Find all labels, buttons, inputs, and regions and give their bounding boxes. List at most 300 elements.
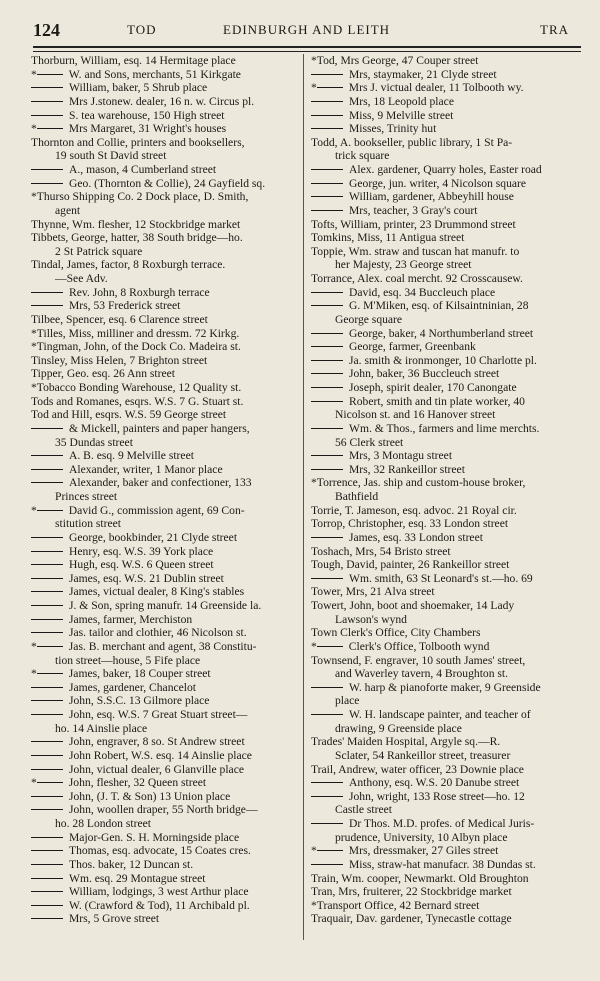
ditto-dash (311, 455, 343, 456)
entry-text: Tibbets, George, hatter, 38 South bridge—ho. (31, 231, 243, 245)
entry-text: John, woollen draper, 55 North bridge— (69, 803, 258, 817)
directory-entry (31, 517, 303, 531)
ditto-dash (37, 782, 63, 783)
header-left-word: TOD (127, 22, 157, 37)
directory-entry (311, 763, 583, 777)
entry-text: Thos. baker, 12 Duncan st. (69, 857, 194, 871)
ditto-dash (311, 292, 343, 293)
entry-text: Tower, Mrs, 21 Alva street (311, 585, 435, 599)
ditto-dash (31, 428, 63, 429)
directory-entry (311, 667, 583, 681)
entry-text: James, esq. W.S. 21 Dublin street (69, 571, 224, 585)
entry-text: Thornton and Collie, printers and booksellers, (31, 135, 245, 149)
directory-entry (311, 286, 583, 300)
entry-text: John, victual dealer, 6 Glanville place (69, 762, 244, 776)
directory-entry (31, 272, 303, 286)
directory-entry (31, 899, 303, 913)
entry-text: Mrs, 3 Montagu street (349, 449, 453, 463)
directory-entry (31, 872, 303, 886)
directory-entry (31, 817, 303, 831)
directory-entry (31, 95, 303, 109)
entry-text: place (335, 694, 360, 708)
directory-entry (31, 136, 303, 150)
directory-entry (31, 340, 303, 354)
ditto-dash (311, 864, 343, 865)
entry-text: Sclater, 54 Rankeillor street, treasurer (335, 748, 511, 762)
directory-entry (311, 858, 583, 872)
entry-text: John, wright, 133 Rose street—ho. 12 (349, 789, 525, 803)
ditto-dash (311, 469, 343, 470)
directory-entry (31, 722, 303, 736)
entry-text: Tods and Romanes, esqrs. W.S. 7 G. Stuart st. (31, 394, 244, 408)
entry-text: Thorburn, William, esq. 14 Hermitage place (31, 54, 236, 67)
entry-text: Jas. B. merchant and agent, 38 Constitu- (68, 639, 257, 653)
entry-text: *Thurso Shipping Co. 2 Dock place, D. Smith, (31, 190, 249, 204)
directory-entry (311, 313, 583, 327)
entry-text: David, esq. 34 Buccleuch place (349, 285, 496, 299)
directory-entry (31, 763, 303, 777)
directory-entry (31, 422, 303, 436)
entry-text: John, baker, 36 Buccleuch street (349, 367, 500, 381)
ditto-dash (317, 87, 343, 88)
entry-text: Robert, smith and tin plate worker, 40 (349, 394, 525, 408)
entry-text: *Tilles, Miss, milliner and dressm. 72 Kirkg. (31, 326, 240, 340)
entry-text: Townsend, F. engraver, 10 south James' street, (311, 653, 526, 667)
ditto-dash (31, 837, 63, 838)
asterisk-mark: * (31, 122, 37, 136)
directory-entry (31, 585, 303, 599)
directory-entry (31, 408, 303, 422)
directory-entry (31, 68, 303, 82)
ditto-dash (311, 333, 343, 334)
directory-entry (31, 204, 303, 218)
directory-entry (31, 286, 303, 300)
ditto-dash (31, 700, 63, 701)
directory-entry (311, 885, 583, 899)
entry-text: James, baker, 18 Couper street (68, 667, 211, 681)
entry-text: Mrs, staymaker, 21 Clyde street (349, 67, 497, 81)
ditto-dash (37, 646, 63, 647)
directory-entry (311, 272, 583, 286)
directory-entry (31, 327, 303, 341)
directory-entry (311, 531, 583, 545)
entry-text: Mrs, dressmaker, 27 Giles street (348, 844, 499, 858)
directory-entry (311, 422, 583, 436)
directory-entry (311, 817, 583, 831)
directory-entry (31, 258, 303, 272)
entry-text: Mrs J.stonew. dealer, 16 n. w. Circus pl. (69, 94, 255, 108)
directory-entry (311, 177, 583, 191)
entry-text: Thynne, Wm. flesher, 12 Stockbridge market (31, 217, 241, 231)
entry-text: Clerk's Office, Tolbooth wynd (348, 639, 490, 653)
entry-text: James, gardener, Chancelot (69, 680, 197, 694)
directory-entry (311, 395, 583, 409)
directory-entry (311, 681, 583, 695)
ditto-dash (31, 537, 63, 538)
entry-text: W. H. landscape painter, and teacher of (349, 708, 531, 721)
header-rule (33, 46, 581, 52)
directory-entry (311, 654, 583, 668)
entry-text: Tran, Mrs, fruiterer, 22 Stockbridge market (311, 885, 512, 899)
directory-entry (31, 81, 303, 95)
entry-text: David G., commission agent, 69 Con- (68, 503, 245, 517)
directory-entry (31, 708, 303, 722)
entry-text: William, lodgings, 3 west Arthur place (69, 885, 249, 899)
entry-text: & Mickell, painters and paper hangers, (69, 421, 250, 435)
directory-entry (31, 912, 303, 926)
directory-entry (311, 722, 583, 736)
directory-entry (31, 354, 303, 368)
directory-entry (311, 504, 583, 518)
ditto-dash (31, 864, 63, 865)
directory-entry (311, 585, 583, 599)
directory-entry (31, 122, 303, 136)
entry-text: George, farmer, Greenbank (349, 340, 476, 354)
directory-entry (31, 449, 303, 463)
directory-entry (311, 776, 583, 790)
ditto-dash (31, 183, 63, 184)
entry-text: Alex. gardener, Quarry holes, Easter road (349, 163, 542, 176)
header-right-word: TRA (540, 22, 569, 37)
directory-entry (31, 858, 303, 872)
directory-entry (311, 803, 583, 817)
directory-entry (311, 490, 583, 504)
entry-text: *Tod, Mrs George, 47 Couper street (311, 54, 479, 67)
ditto-dash (311, 115, 343, 116)
directory-entry (311, 558, 583, 572)
entry-text: prudence, University, 10 Albyn place (335, 830, 508, 844)
ditto-dash (31, 115, 63, 116)
page-header (33, 18, 581, 42)
directory-entry (31, 694, 303, 708)
entry-text: W. (Crawford & Tod), 11 Archibald pl. (69, 898, 250, 912)
entry-text: *Tingman, John, of the Dock Co. Madeira st. (31, 340, 241, 354)
directory-entry (31, 844, 303, 858)
directory-entry (31, 231, 303, 245)
ditto-dash (311, 196, 343, 197)
directory-entry (311, 613, 583, 627)
ditto-dash (317, 646, 343, 647)
entry-text: Tofts, William, printer, 23 Drummond street (311, 217, 516, 231)
entry-text: Tod and Hill, esqrs. W.S. 59 George street (31, 408, 227, 422)
ditto-dash (31, 305, 63, 306)
ditto-dash (31, 741, 63, 742)
directory-entry (31, 190, 303, 204)
directory-entry (311, 163, 583, 177)
header-title: EDINBURGH AND LEITH (223, 22, 391, 37)
ditto-dash (37, 128, 63, 129)
entry-text: Trades' Maiden Hospital, Argyle sq.—R. (311, 735, 501, 749)
entry-text: A. B. esq. 9 Melville street (69, 449, 194, 463)
page-number: 124 (33, 20, 60, 40)
entry-text: W. harp & pianoforte maker, 9 Greenside (349, 680, 541, 694)
directory-entry (31, 626, 303, 640)
directory-entry (311, 572, 583, 586)
directory-entry (31, 776, 303, 790)
directory-entry (31, 490, 303, 504)
entry-text: Joseph, spirit dealer, 170 Canongate (349, 381, 517, 394)
ditto-dash (31, 687, 63, 688)
directory-entry (31, 313, 303, 327)
entry-text: 56 Clerk street (335, 435, 404, 449)
directory-entry (31, 654, 303, 668)
asterisk-mark: * (31, 503, 37, 517)
directory-entry (311, 517, 583, 531)
ditto-dash (31, 564, 63, 565)
directory-entry (31, 163, 303, 177)
entry-text: Toppie, Wm. straw and tuscan hat manufr. to (311, 244, 520, 258)
ditto-dash (31, 632, 63, 633)
entry-text: Towert, John, boot and shoemaker, 14 Lady (311, 599, 515, 612)
entry-text: —See Adv. (55, 272, 108, 285)
entry-text: Town Clerk's Office, City Chambers (311, 626, 481, 640)
entry-text: agent (55, 203, 81, 217)
entry-text: Wm. esq. 29 Montague street (69, 871, 206, 885)
directory-entry (311, 749, 583, 763)
directory-entry (311, 436, 583, 450)
directory-entry (311, 408, 583, 422)
entry-text: Miss, straw-hat manufacr. 38 Dundas st. (349, 857, 536, 871)
entry-text: A., mason, 4 Cumberland street (69, 163, 217, 176)
entry-text: Alexander, baker and confectioner, 133 (69, 476, 252, 490)
entry-text: Tindal, James, factor, 8 Roxburgh terrace. (31, 258, 226, 272)
ditto-dash (311, 305, 343, 306)
entry-text: trick square (335, 149, 390, 163)
entry-text: George, baker, 4 Northumberland street (349, 326, 534, 340)
directory-entry (31, 790, 303, 804)
directory-entry (311, 708, 583, 722)
directory-entry (31, 545, 303, 559)
entry-text: George, bookbinder, 21 Clyde street (69, 530, 238, 544)
ditto-dash (31, 101, 63, 102)
ditto-dash (311, 210, 343, 211)
entry-text: Mrs, teacher, 3 Gray's court (349, 203, 478, 217)
entry-text: Wm. & Thos., farmers and lime merchts. (349, 421, 540, 435)
directory-entry (31, 218, 303, 232)
ditto-dash (311, 687, 343, 688)
directory-entry (31, 504, 303, 518)
asterisk-mark: * (31, 667, 37, 681)
directory-entry (311, 545, 583, 559)
entry-text: Torrie, T. Jameson, esq. advoc. 21 Royal cir. (311, 503, 517, 517)
ditto-dash (31, 169, 63, 170)
entry-text: S. tea warehouse, 150 High street (69, 108, 225, 122)
directory-entry (311, 367, 583, 381)
directory-entry (311, 844, 583, 858)
entry-text: Mrs Margaret, 31 Wright's houses (68, 122, 227, 136)
ditto-dash (31, 87, 63, 88)
entry-text: William, gardener, Abbeyhill house (349, 190, 514, 204)
ditto-dash (31, 605, 63, 606)
entry-text: Lawson's wynd (335, 612, 407, 626)
right-column (311, 54, 583, 926)
ditto-dash (31, 714, 63, 715)
ditto-dash (31, 918, 63, 919)
directory-entry (311, 735, 583, 749)
ditto-dash (311, 714, 343, 715)
directory-entry (311, 354, 583, 368)
entry-text: John Robert, W.S. esq. 14 Ainslie place (69, 748, 252, 762)
ditto-dash (31, 578, 63, 579)
entry-text: Rev. John, 8 Roxburgh terrace (69, 285, 210, 299)
directory-entry (31, 109, 303, 123)
entry-text: *Transport Office, 42 Bernard street (311, 898, 480, 912)
directory-entry (31, 599, 303, 613)
ditto-dash (311, 578, 343, 579)
ditto-dash (311, 796, 343, 797)
asterisk-mark: * (311, 81, 317, 95)
directory-entry (31, 531, 303, 545)
entry-text: 35 Dundas street (55, 435, 133, 449)
ditto-dash (31, 455, 63, 456)
entry-text: Mrs, 32 Rankeillor street (349, 462, 465, 476)
directory-entry (311, 340, 583, 354)
entry-text: Princes street (55, 490, 118, 503)
directory-entry (31, 640, 303, 654)
directory-entry (311, 149, 583, 163)
entry-text: John, engraver, 8 so. St Andrew street (69, 735, 245, 749)
entry-text: Thomas, esq. advocate, 15 Coates cres. (69, 844, 251, 858)
ditto-dash (311, 360, 343, 361)
entry-text: 2 St Patrick square (55, 244, 143, 258)
entry-text: Mrs, 5 Grove street (69, 912, 160, 926)
directory-entry (31, 149, 303, 163)
ditto-dash (311, 128, 343, 129)
entry-text: Ja. smith & ironmonger, 10 Charlotte pl. (349, 353, 537, 367)
asterisk-mark: * (31, 776, 37, 790)
entry-text: Tough, David, painter, 26 Rankeillor street (311, 558, 510, 572)
directory-entry (31, 395, 303, 409)
ditto-dash (31, 878, 63, 879)
directory-entry (311, 122, 583, 136)
directory-entry (311, 899, 583, 913)
directory-entry (31, 299, 303, 313)
entry-text: Henry, esq. W.S. 39 York place (69, 544, 214, 558)
left-column (31, 54, 303, 926)
asterisk-mark: * (31, 639, 37, 653)
entry-text: Bathfield (335, 490, 379, 503)
ditto-dash (31, 619, 63, 620)
directory-entry (31, 54, 303, 68)
directory-entry (31, 613, 303, 627)
directory-entry (311, 599, 583, 613)
directory-entry (31, 367, 303, 381)
directory-entry (31, 558, 303, 572)
entry-text: tion street—house, 5 Fife place (55, 653, 201, 667)
directory-entry (311, 258, 583, 272)
directory-entry (311, 299, 583, 313)
directory-entry (311, 204, 583, 218)
entry-text: John, esq. W.S. 7 Great Stuart street— (69, 708, 248, 721)
entry-text: John, S.S.C. 13 Gilmore place (69, 694, 210, 708)
entry-text: Train, Wm. cooper, Newmarkt. Old Broughton (311, 871, 529, 885)
entry-text: stitution street (55, 517, 122, 531)
entry-text: Dr Thos. M.D. profes. of Medical Juris- (349, 817, 535, 830)
ditto-dash (31, 809, 63, 810)
entry-text: Trail, Andrew, water officer, 23 Downie place (311, 762, 524, 776)
ditto-dash (31, 469, 63, 470)
ditto-dash (37, 74, 63, 75)
directory-entry (31, 572, 303, 586)
entry-text: 19 south St David street (55, 149, 167, 163)
entry-text: *Torrence, Jas. ship and custom-house broker, (311, 476, 526, 490)
directory-entry (31, 436, 303, 450)
directory-entry (311, 463, 583, 477)
directory-entry (31, 749, 303, 763)
entry-text: ho. 14 Ainslie place (55, 721, 148, 735)
ditto-dash (31, 482, 63, 483)
entry-text: and Waverley tavern, 4 Broughton st. (335, 667, 509, 681)
directory-entry (311, 327, 583, 341)
entry-text: Torrance, Alex. coal mercht. 92 Crosscausew. (311, 272, 523, 285)
asterisk-mark: * (311, 844, 317, 858)
entry-text: W. and Sons, merchants, 51 Kirkgate (68, 67, 241, 81)
directory-entry (311, 190, 583, 204)
directory-entry (311, 109, 583, 123)
directory-entry (311, 790, 583, 804)
entry-text: Tipper, Geo. esq. 26 Ann street (31, 367, 176, 381)
entry-text: Jas. tailor and clothier, 46 Nicolson st. (69, 626, 247, 640)
entry-text: Tinsley, Miss Helen, 7 Brighton street (31, 353, 208, 367)
entry-text: Castle street (335, 803, 392, 817)
directory-entry (31, 177, 303, 191)
directory-entry (31, 476, 303, 490)
directory-entry (31, 381, 303, 395)
directory-entry (31, 803, 303, 817)
entry-text: Miss, 9 Melville street (349, 108, 454, 122)
entry-text: Todd, A. bookseller, public library, 1 St Pa- (311, 135, 513, 149)
entry-text: John, (J. T. & Son) 13 Union place (69, 789, 231, 803)
ditto-dash (311, 101, 343, 102)
entry-text: William, baker, 5 Shrub place (69, 81, 208, 95)
ditto-dash (31, 796, 63, 797)
directory-entry (311, 68, 583, 82)
directory-entry (311, 136, 583, 150)
directory-entry (311, 449, 583, 463)
ditto-dash (311, 169, 343, 170)
ditto-dash (311, 782, 343, 783)
ditto-dash (311, 537, 343, 538)
directory-entry (311, 694, 583, 708)
ditto-dash (311, 74, 343, 75)
ditto-dash (311, 387, 343, 388)
ditto-dash (311, 373, 343, 374)
ditto-dash (31, 850, 63, 851)
ditto-dash (31, 905, 63, 906)
entry-text: Alexander, writer, 1 Manor place (69, 462, 223, 476)
entry-text: Tilbee, Spencer, esq. 6 Clarence street (31, 312, 208, 326)
entry-text: Misses, Trinity hut (349, 122, 437, 136)
directory-entry (311, 476, 583, 490)
entry-text: John, flesher, 32 Queen street (68, 776, 207, 790)
ditto-dash (311, 823, 343, 824)
ditto-dash (31, 891, 63, 892)
directory-entry (311, 912, 583, 926)
directory-entry (311, 831, 583, 845)
entry-text: Mrs, 18 Leopold place (349, 94, 454, 108)
ditto-dash (31, 551, 63, 552)
directory-entry (311, 95, 583, 109)
directory-entry (311, 218, 583, 232)
entry-text: Wm. smith, 63 St Leonard's st.—ho. 69 (349, 571, 533, 585)
directory-entry (311, 626, 583, 640)
entry-text: her Majesty, 23 George street (335, 258, 472, 272)
asterisk-mark: * (311, 639, 317, 653)
entry-text: Anthony, esq. W.S. 20 Danube street (349, 776, 520, 790)
entry-text: J. & Son, spring manufr. 14 Greenside la. (69, 599, 262, 612)
entry-text: Major-Gen. S. H. Morningside place (69, 830, 240, 844)
directory-entry (311, 81, 583, 95)
